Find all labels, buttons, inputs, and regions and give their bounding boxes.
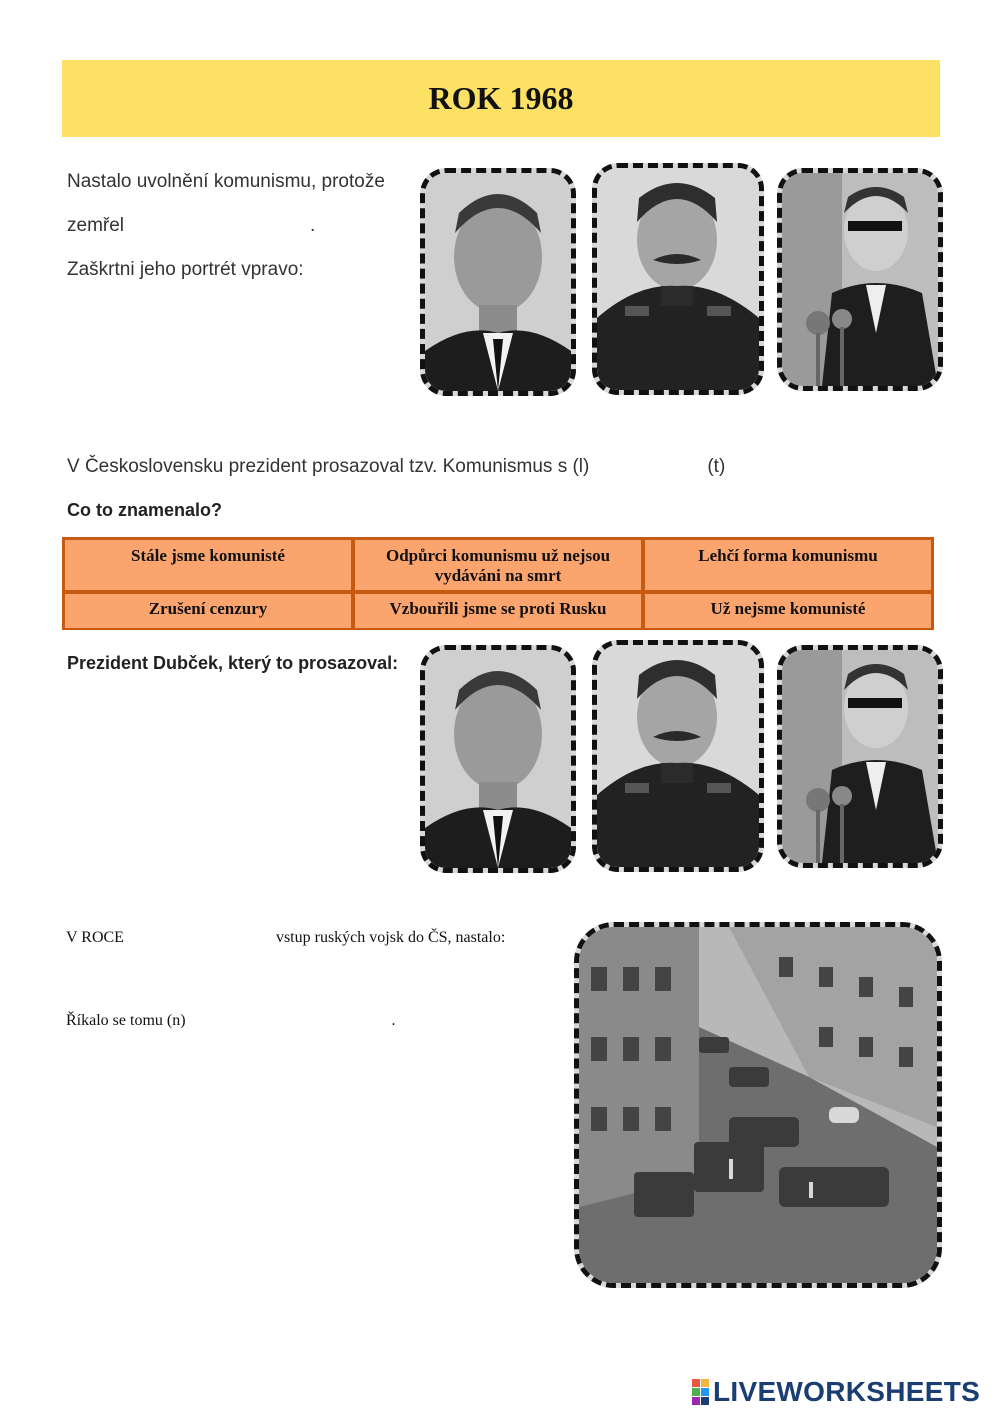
question-1-line-3: Zaškrtni jeho portrét vpravo: xyxy=(67,259,304,280)
option-opponents-not-executed[interactable]: Odpůrci komunismu už nejsou vydáváni na smrt xyxy=(355,540,641,590)
title-banner xyxy=(62,60,940,137)
question-4-line-1 xyxy=(66,929,505,947)
invasion-photo xyxy=(574,922,942,1288)
portrait-stalin-1-image xyxy=(597,168,759,390)
question-1-prefix: zemřel xyxy=(67,215,125,236)
invasion-photo-image xyxy=(579,927,937,1283)
answer-options-table xyxy=(62,537,934,630)
portrait-stalin-1[interactable] xyxy=(592,163,764,395)
question-1-period: . xyxy=(310,215,316,236)
question-4-line-2 xyxy=(66,1012,396,1030)
question-2-text: V Československu prezident prosazoval tzv. Komunismus s (l) xyxy=(67,456,590,477)
portrait-brezhnev-2-image xyxy=(425,650,571,868)
question-4-prefix: V ROCE xyxy=(66,929,124,946)
portrait-brezhnev-2[interactable] xyxy=(420,645,576,873)
option-revolt-against-russia[interactable]: Vzbouřili jsme se proti Rusku xyxy=(355,594,641,628)
portrait-brezhnev-1[interactable] xyxy=(420,168,576,396)
option-censorship-abolished[interactable]: Zrušení cenzury xyxy=(65,594,351,628)
liveworksheets-logo xyxy=(692,1376,980,1408)
portrait-dubcek-1-image xyxy=(782,173,938,386)
portrait-dubcek-2[interactable] xyxy=(777,645,943,868)
portrait-dubcek-2-image xyxy=(782,650,938,863)
logo-mark-icon xyxy=(692,1379,709,1405)
question-4-suffix: vstup ruských vojsk do ČS, nastalo: xyxy=(275,929,506,946)
question-2-heading: Co to znamenalo? xyxy=(67,500,223,520)
question-2-suffix: (t) xyxy=(707,456,726,477)
option-no-longer-communists[interactable]: Už nejsme komunisté xyxy=(645,594,931,628)
logo-text: LIVEWORKSHEETS xyxy=(713,1376,981,1407)
option-still-communists[interactable]: Stále jsme komunisté xyxy=(65,540,351,590)
option-lighter-communism[interactable]: Lehčí forma komunismu xyxy=(645,540,931,590)
question-4b-period: . xyxy=(391,1012,396,1029)
question-3-label: Prezident Dubček, který to prosazoval: xyxy=(67,653,399,673)
question-1-line-2 xyxy=(67,215,315,237)
page-title: ROK 1968 xyxy=(428,80,574,116)
portrait-brezhnev-1-image xyxy=(425,173,571,391)
portrait-stalin-2-image xyxy=(597,645,759,867)
question-1-line-1: Nastalo uvolnění komunismu, protože xyxy=(67,171,385,192)
portrait-dubcek-1[interactable] xyxy=(777,168,943,391)
portrait-stalin-2[interactable] xyxy=(592,640,764,872)
question-2-line xyxy=(67,456,725,478)
question-4b-prefix: Říkalo se tomu (n) xyxy=(66,1012,186,1029)
